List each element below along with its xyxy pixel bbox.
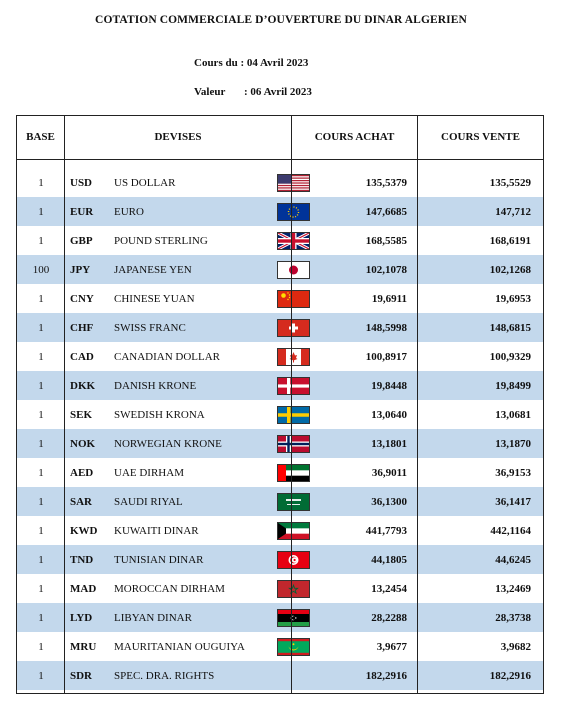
base-cell: 1 — [38, 582, 44, 595]
cours-achat-value: 147,6685 — [365, 205, 407, 218]
cours-vente-value: 135,5529 — [489, 176, 531, 189]
currency-code: DKK — [70, 379, 96, 392]
base-cell: 1 — [38, 495, 44, 508]
table-row — [17, 226, 543, 255]
cours-achat-value: 3,9677 — [376, 640, 407, 653]
cours-achat-value: 36,9011 — [371, 466, 407, 479]
currency-code: EUR — [70, 205, 94, 218]
cours-vente-value: 148,6815 — [489, 321, 531, 334]
cours-vente-value: 19,6953 — [495, 292, 531, 305]
currency-name: JAPANESE YEN — [114, 263, 192, 276]
cours-vente-value: 168,6191 — [489, 234, 531, 247]
currency-name: US DOLLAR — [114, 176, 176, 189]
cours-vente-value: 13,1870 — [495, 437, 531, 450]
table-row — [17, 197, 543, 226]
cours-vente-value: 100,9329 — [489, 350, 531, 363]
cours-vente-value: 13,2469 — [495, 582, 531, 595]
cours-achat-value: 135,5379 — [365, 176, 407, 189]
cours-achat-value: 100,8917 — [365, 350, 407, 363]
currency-name: NORWEGIAN KRONE — [114, 437, 222, 450]
currency-name: CANADIAN DOLLAR — [114, 350, 221, 363]
currency-code: CAD — [70, 350, 94, 363]
cours-achat-value: 19,6911 — [371, 292, 407, 305]
column-divider — [417, 115, 418, 694]
cours-achat-value: 36,1300 — [371, 495, 407, 508]
currency-name: KUWAITI DINAR — [114, 524, 199, 537]
currency-code: KWD — [70, 524, 98, 537]
currency-code: NOK — [70, 437, 96, 450]
base-cell: 1 — [38, 234, 44, 247]
document-title: COTATION COMMERCIALE D’OUVERTURE DU DINAR ALGERIEN — [95, 14, 467, 26]
cours-vente-value: 44,6245 — [495, 553, 531, 566]
base-cell: 1 — [38, 553, 44, 566]
base-cell: 1 — [38, 611, 44, 624]
currency-name: SPEC. DRA. RIGHTS — [114, 669, 215, 682]
table-row — [17, 661, 543, 690]
table-row — [17, 400, 543, 429]
cours-vente-value: 36,9153 — [495, 466, 531, 479]
cours-vente-value: 36,1417 — [495, 495, 531, 508]
table-row — [17, 168, 543, 197]
header-divider — [16, 159, 544, 160]
cours-achat-value: 13,2454 — [371, 582, 407, 595]
currency-code: SAR — [70, 495, 93, 508]
table-row — [17, 313, 543, 342]
currency-name: UAE DIRHAM — [114, 466, 184, 479]
cours-date: 04 Avril 2023 — [246, 57, 309, 69]
currency-code: JPY — [70, 263, 91, 276]
currency-code: USD — [70, 176, 93, 189]
cours-vente-value: 28,3738 — [495, 611, 531, 624]
table-row — [17, 603, 543, 632]
cours-label: Cours du : — [194, 57, 245, 69]
base-cell: 1 — [38, 292, 44, 305]
table-row — [17, 545, 543, 574]
cours-achat-value: 44,1805 — [371, 553, 407, 566]
currency-code: LYD — [70, 611, 93, 624]
currency-code: MAD — [70, 582, 97, 595]
cours-vente-value: 3,9682 — [500, 640, 531, 653]
cours-achat-value: 168,5585 — [365, 234, 407, 247]
currency-name: MAURITANIAN OUGUIYA — [114, 640, 245, 653]
table-row — [17, 284, 543, 313]
cours-vente-value: 13,0681 — [495, 408, 531, 421]
cours-vente-value: 442,1164 — [490, 524, 531, 537]
base-cell: 1 — [38, 176, 44, 189]
header-devises: DEVISES — [154, 131, 202, 143]
currency-code: SEK — [70, 408, 93, 421]
valeur-separator: : — [244, 86, 248, 98]
currency-code: TND — [70, 553, 94, 566]
currency-code: GBP — [70, 234, 93, 247]
valeur-date: 06 Avril 2023 — [250, 86, 312, 98]
cours-vente-value: 182,2916 — [489, 669, 531, 682]
column-divider — [64, 115, 65, 694]
base-cell: 1 — [38, 321, 44, 334]
cours-achat-value: 441,7793 — [365, 524, 407, 537]
cours-achat-value: 102,1078 — [365, 263, 407, 276]
table-row — [17, 516, 543, 545]
currency-name: TUNISIAN DINAR — [114, 553, 204, 566]
valeur-date-line — [194, 85, 562, 114]
currency-code: CHF — [70, 321, 94, 334]
base-cell: 1 — [38, 379, 44, 392]
base-cell: 1 — [38, 437, 44, 450]
base-cell: 1 — [38, 466, 44, 479]
table-row — [17, 632, 543, 661]
header-base: BASE — [26, 131, 55, 143]
base-cell: 1 — [38, 408, 44, 421]
base-cell: 1 — [38, 669, 44, 682]
table-row — [17, 487, 543, 516]
currency-name: MOROCCAN DIRHAM — [114, 582, 225, 595]
currency-name: CHINESE YUAN — [114, 292, 195, 305]
cours-achat-value: 148,5998 — [365, 321, 407, 334]
table-row — [17, 342, 543, 371]
cours-vente-value: 102,1268 — [489, 263, 531, 276]
table-row — [17, 371, 543, 400]
valeur-label: Valeur — [194, 86, 226, 98]
cours-achat-value: 19,8448 — [371, 379, 407, 392]
cours-achat-value: 13,1801 — [371, 437, 407, 450]
base-cell: 1 — [38, 640, 44, 653]
base-cell: 100 — [32, 263, 50, 276]
currency-code: CNY — [70, 292, 94, 305]
currency-code: MRU — [70, 640, 97, 653]
cours-achat-value: 28,2288 — [371, 611, 407, 624]
table-row — [17, 458, 543, 487]
currency-name: POUND STERLING — [114, 234, 208, 247]
date-block — [194, 56, 562, 114]
currency-name: SWEDISH KRONA — [114, 408, 205, 421]
currency-name: SWISS FRANC — [114, 321, 186, 334]
currency-code: SDR — [70, 669, 93, 682]
currency-name: DANISH KRONE — [114, 379, 197, 392]
currency-name: LIBYAN DINAR — [114, 611, 192, 624]
table-row — [17, 255, 543, 284]
column-divider — [291, 115, 292, 694]
base-cell: 1 — [38, 524, 44, 537]
base-cell: 1 — [38, 350, 44, 363]
header-cours-achat: COURS ACHAT — [314, 131, 395, 143]
base-cell: 1 — [38, 205, 44, 218]
header-cours-vente: COURS VENTE — [441, 131, 520, 143]
table-row — [17, 574, 543, 603]
cours-date-line — [194, 56, 562, 85]
cours-achat-value: 13,0640 — [371, 408, 407, 421]
currency-code: AED — [70, 466, 94, 479]
cours-vente-value: 147,712 — [495, 205, 531, 218]
currency-name: SAUDI RIYAL — [114, 495, 183, 508]
cours-achat-value: 182,2916 — [365, 669, 407, 682]
table-row — [17, 429, 543, 458]
currency-name: EURO — [114, 205, 144, 218]
cours-vente-value: 19,8499 — [495, 379, 531, 392]
